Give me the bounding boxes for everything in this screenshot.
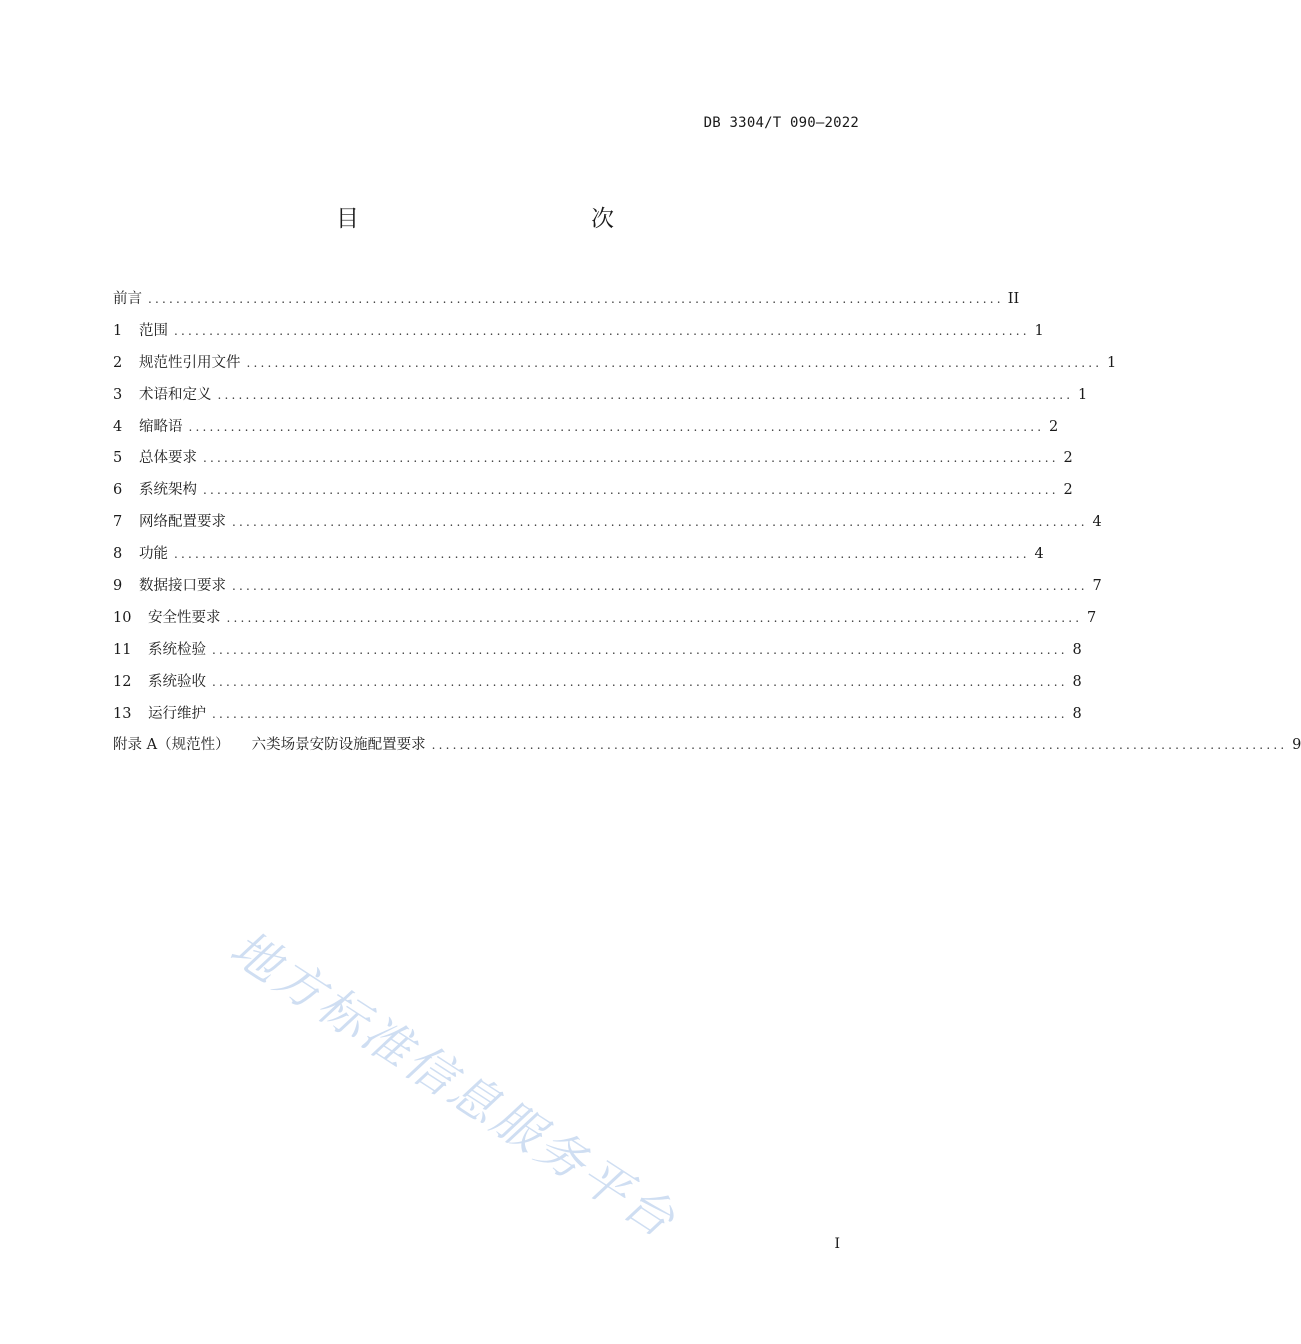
- toc-annex-number: 附录 A（规范性）: [113, 737, 230, 754]
- toc-entry-label: 功能: [139, 546, 168, 563]
- toc-entry-1[interactable]: [113, 319, 1044, 351]
- toc-leader-dots: ..........................................................................................................................: [217, 387, 1074, 402]
- toc-entry-12[interactable]: [113, 670, 1082, 702]
- toc-entry-number: 4: [113, 418, 123, 435]
- toc-entry-page: 9: [1292, 737, 1301, 754]
- toc-entry-number: 12: [113, 673, 132, 690]
- toc-entry-label: 系统验收: [148, 673, 206, 690]
- toc-leader-dots: ..........................................................................................................................: [174, 547, 1030, 562]
- toc-entry-9[interactable]: [113, 574, 1102, 606]
- toc-leader-dots: ..........................................................................................................................: [212, 706, 1068, 721]
- toc-entry-page: 2: [1063, 450, 1073, 467]
- toc-entry-number: 3: [113, 386, 123, 403]
- toc-entry-label: 安全性要求: [148, 609, 221, 626]
- toc-entry-annex-a[interactable]: [113, 733, 1301, 765]
- toc-entry-label: 网络配置要求: [139, 514, 226, 531]
- toc-entry-number: 11: [113, 641, 132, 658]
- toc-entry-number: 6: [113, 482, 123, 499]
- toc-entry-number: 10: [113, 609, 132, 626]
- toc-leader-dots: ..........................................................................................................................: [431, 738, 1288, 753]
- document-code: DB 3304/T 090—2022: [703, 115, 859, 131]
- toc-title: 目 次: [336, 206, 676, 232]
- toc-leader-dots: ..........................................................................................................................: [232, 579, 1088, 594]
- toc-entry-number: 5: [113, 450, 123, 467]
- toc-leader-dots: ..........................................................................................................................: [212, 674, 1068, 689]
- toc-entry-page: 8: [1072, 673, 1082, 690]
- toc-entry-6[interactable]: [113, 478, 1073, 510]
- toc-entry-foreword[interactable]: [113, 287, 1020, 319]
- toc-leader-dots: ..........................................................................................................................: [188, 419, 1045, 434]
- toc-entry-page: 8: [1072, 705, 1082, 722]
- toc-entry-page: 4: [1092, 514, 1102, 531]
- toc-leader-dots: ..........................................................................................................................: [174, 323, 1030, 338]
- toc-entry-page: 1: [1034, 322, 1044, 339]
- toc-entry-11[interactable]: [113, 638, 1082, 670]
- toc-entry-3[interactable]: [113, 383, 1088, 415]
- toc-entry-2[interactable]: [113, 351, 1117, 383]
- toc-entry-label: 总体要求: [139, 450, 197, 467]
- toc-leader-dots: ..........................................................................................................................: [212, 642, 1068, 657]
- toc-entry-label: 六类场景安防设施配置要求: [251, 737, 426, 754]
- toc-entry-4[interactable]: [113, 415, 1059, 447]
- toc-entry-7[interactable]: [113, 510, 1102, 542]
- toc-entry-number: 2: [113, 354, 123, 371]
- toc-leader-dots: ..........................................................................................................................: [232, 515, 1088, 530]
- toc-leader-dots: ..........................................................................................................................: [203, 483, 1059, 498]
- toc-entry-number: 7: [113, 514, 123, 531]
- toc-entry-number: 1: [113, 322, 123, 339]
- page-number: I: [834, 1236, 840, 1252]
- toc-entry-page: 1: [1107, 354, 1117, 371]
- toc-entry-number: 8: [113, 546, 123, 563]
- toc-entry-label: 数据接口要求: [139, 578, 226, 595]
- toc-entry-10[interactable]: [113, 606, 1097, 638]
- watermark-text: 地方标准信息服务平台: [220, 919, 687, 1250]
- toc-entry-label: 运行维护: [148, 705, 206, 722]
- toc-entry-label: 术语和定义: [139, 386, 212, 403]
- toc-leader-dots: ..........................................................................................................................: [246, 355, 1103, 370]
- toc-entry-5[interactable]: [113, 446, 1073, 478]
- toc-entry-13[interactable]: [113, 702, 1082, 734]
- toc-entry-label: 缩略语: [139, 418, 183, 435]
- toc-entry-page: 7: [1087, 609, 1097, 626]
- toc-entry-label: 系统架构: [139, 482, 197, 499]
- toc-entry-number: 9: [113, 578, 123, 595]
- toc-entry-page: 2: [1049, 418, 1059, 435]
- toc-entry-number: 13: [113, 705, 132, 722]
- toc-entry-label: 系统检验: [148, 641, 206, 658]
- toc-leader-dots: ..........................................................................................................................: [203, 451, 1059, 466]
- toc-entry-label: 规范性引用文件: [139, 354, 241, 371]
- toc-entry-page: 8: [1072, 641, 1082, 658]
- toc-entry-page: 2: [1063, 482, 1073, 499]
- toc-entry-8[interactable]: [113, 542, 1044, 574]
- toc-entry-page: 1: [1078, 386, 1088, 403]
- toc-entry-page: 4: [1034, 546, 1044, 563]
- toc-leader-dots: ..........................................................................................................................: [226, 610, 1083, 625]
- toc-entry-page: II: [1007, 291, 1020, 307]
- toc-entry-page: 7: [1092, 578, 1102, 595]
- toc-leader-dots: ..........................................................................................................................: [148, 292, 1004, 306]
- toc-entry-label: 范围: [139, 322, 168, 339]
- table-of-contents: [113, 287, 1301, 765]
- toc-entry-label: 前言: [113, 291, 142, 307]
